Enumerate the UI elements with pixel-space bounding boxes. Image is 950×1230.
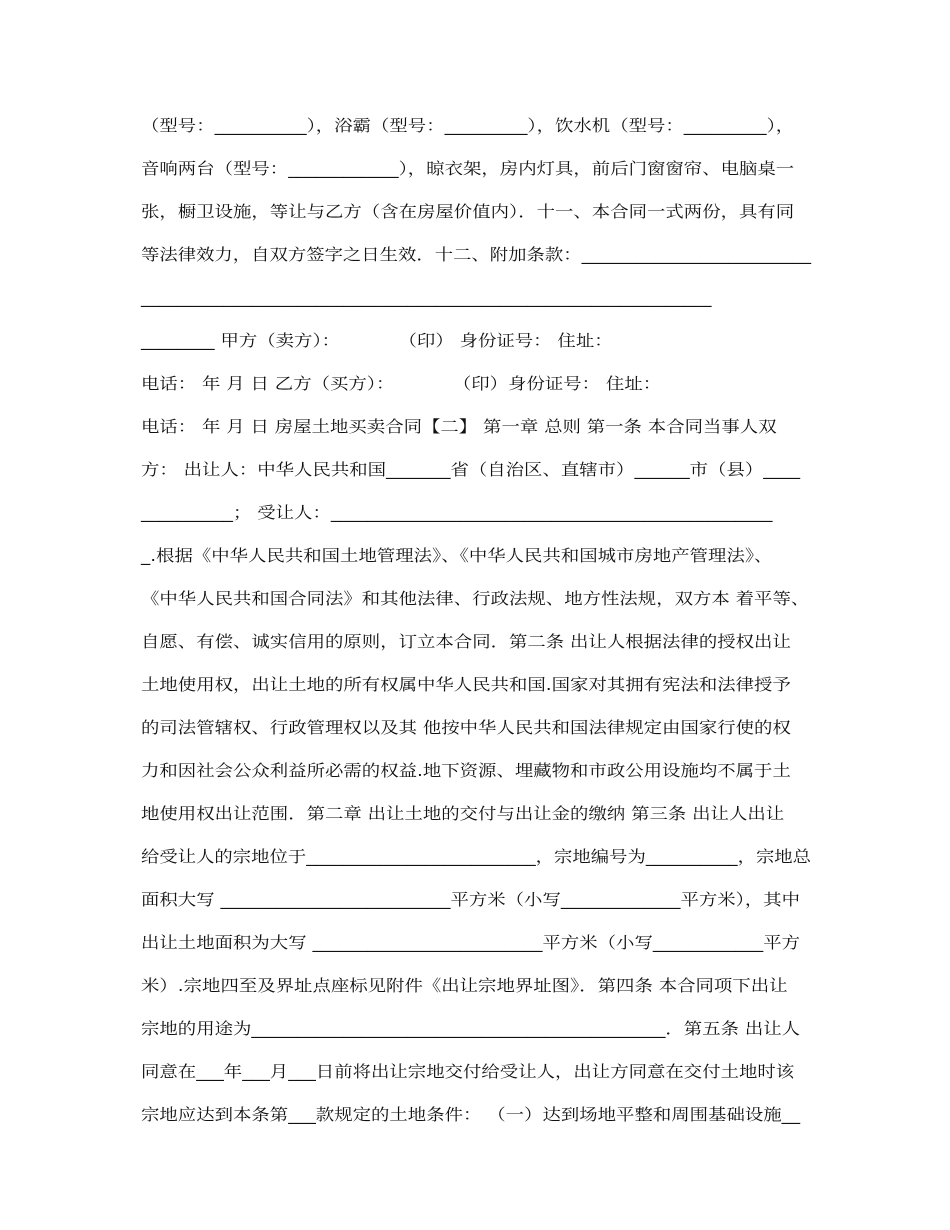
text-line: 方： 出让人：中华人民共和国_______省（自治区、直辖市）______市（县）____	[141, 460, 801, 479]
text-line: 张，橱卫设施，等让与乙方（含在房屋价值内）．十一、本合同一式两份，具有同	[141, 202, 795, 221]
text-line: 地使用权出让范围．第二章 出让土地的交付与出让金的缴纳 第三条 出让人出让	[141, 804, 785, 823]
text-line: 等法律效力，自双方签字之日生效．十二、附加条款：_________________________	[141, 245, 812, 264]
text-line: _.根据《中华人民共和国土地管理法》、《中华人民共和国城市房地产管理法》、	[141, 546, 773, 565]
text-line: 土地使用权，出让土地的所有权属中华人民共和国.国家对其拥有宪法和法律授予	[141, 675, 791, 694]
text-line: ______________________________________________________________	[141, 288, 712, 307]
text-line: 力和因社会公众利益所必需的权益.地下资源、埋藏物和市政公用设施均不属于土	[141, 761, 791, 780]
text-line: 米）.宗地四至及界址点座标见附件《出让宗地界址图》．第四条 本合同项下出让	[141, 976, 788, 995]
text-line: 的司法管辖权、行政管理权以及其 他按中华人民共和国法律规定由国家行使的权	[141, 718, 791, 737]
text-line: 同意在___年___月___日前将出让宗地交付给受让人，出让方同意在交付土地时该	[141, 1062, 795, 1081]
text-line: 音响两台（型号：____________），晾衣架，房内灯具，前后门窗窗帘、电脑桌一	[141, 159, 795, 178]
document-body	[141, 110, 811, 1142]
text-line: 自愿、有偿、诚实信用的原则，订立本合同．第二条 出让人根据法律的授权出让	[141, 632, 791, 651]
text-line: 宗地应达到本条第___款规定的土地条件： （一）达到场地平整和周围基础设施__	[141, 1105, 801, 1124]
text-line: 《中华人民共和国合同法》和其他法律、行政法规、地方性法规，双方本 着平等、	[141, 589, 810, 608]
text-line: （型号：__________），浴霸（型号：_________），饮水机（型号：_________），	[141, 116, 795, 135]
text-line: 电话： 年 月 日 乙方（买方）： （印）身份证号： 住址：	[141, 374, 662, 393]
text-line: 电话： 年 月 日 房屋土地买卖合同【二】 第一章 总则 第一条 本合同当事人双	[141, 417, 777, 436]
text-line: 给受让人的宗地位于_________________________，宗地编号为__________，宗地总	[141, 847, 812, 866]
text-line: 面积大写 _________________________平方米（小写_____________平方米），其中	[141, 890, 801, 909]
text-line: __________； 受让人：________________________________________________	[141, 503, 773, 522]
text-line: 宗地的用途为_____________________________________________．第五条 出让人	[141, 1019, 801, 1038]
text-line: ________ 甲方（卖方）： （印） 身份证号： 住址：	[141, 331, 613, 350]
text-line: 出让土地面积为大写 _________________________平方米（小写____________平方	[141, 933, 801, 952]
